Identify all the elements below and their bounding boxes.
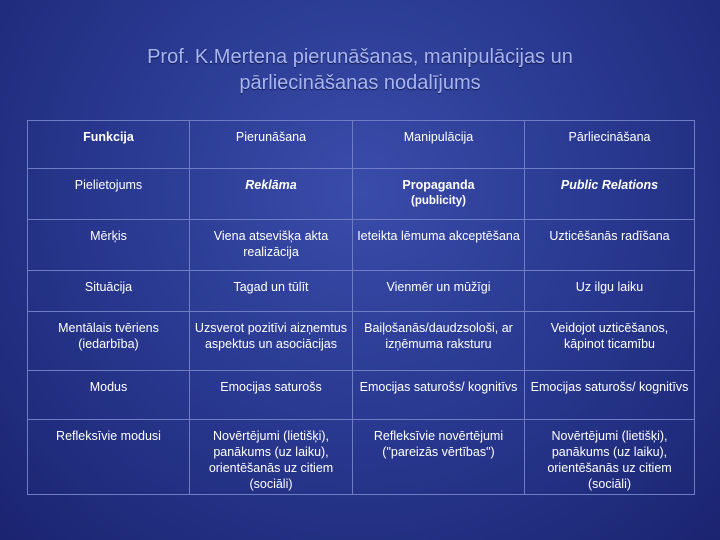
cell-sub-text: (publicity) xyxy=(411,195,466,207)
slide-title xyxy=(60,44,660,96)
table-cell: Baiļošanās/daudzsološi, ar izņēmuma raksturu xyxy=(353,312,525,371)
table-cell: Viena atsevišķa akta realizācija xyxy=(190,220,353,271)
row-label: Modus xyxy=(28,371,190,420)
header-cell-persuasion: Pierunāšana xyxy=(190,121,353,169)
header-cell-conviction: Pārliecināšana xyxy=(525,121,695,169)
table-row xyxy=(28,312,695,371)
comparison-table xyxy=(27,120,695,495)
table-row xyxy=(28,169,695,220)
header-cell-function: Funkcija xyxy=(28,121,190,169)
table-row xyxy=(28,271,695,312)
row-label: Pielietojums xyxy=(28,169,190,220)
table-row xyxy=(28,420,695,495)
table-cell: Uzsverot pozitīvi aizņemtus aspektus un asociācijas xyxy=(190,312,353,371)
table-cell: Ieteikta lēmuma akceptēšana xyxy=(353,220,525,271)
row-label: Mentālais tvēriens (iedarbība) xyxy=(28,312,190,371)
row-label: Refleksīvie modusi xyxy=(28,420,190,495)
table-cell: Novērtējumi (lietišķi), panākums (uz laiku), orientēšanās uz citiem (sociāli) xyxy=(190,420,353,495)
table-cell: Refleksīvie novērtējumi ("pareizās vērtības") xyxy=(353,420,525,495)
table-cell: Emocijas saturošs/ kognitīvs xyxy=(525,371,695,420)
table-cell: Uz ilgu laiku xyxy=(525,271,695,312)
table-header-row xyxy=(28,121,695,169)
table-cell: Vienmēr un mūžīgi xyxy=(353,271,525,312)
row-label: Situācija xyxy=(28,271,190,312)
table-cell: Uzticēšanās radīšana xyxy=(525,220,695,271)
row-label: Mērķis xyxy=(28,220,190,271)
header-cell-manipulation: Manipulācija xyxy=(353,121,525,169)
table-row xyxy=(28,220,695,271)
slide-title-line-1: Prof. K.Mertena pierunāšanas, manipulācijas un xyxy=(147,46,573,68)
table-cell xyxy=(353,169,525,220)
table-cell: Reklāma xyxy=(190,169,353,220)
table-row xyxy=(28,371,695,420)
table-cell: Novērtējumi (lietišķi), panākums (uz laiku), orientēšanās uz citiem (sociāli) xyxy=(525,420,695,495)
table-cell: Emocijas saturošs/ kognitīvs xyxy=(353,371,525,420)
table-cell: Public Relations xyxy=(525,169,695,220)
table-cell: Emocijas saturošs xyxy=(190,371,353,420)
table-cell: Veidojot uzticēšanos, kāpinot ticamību xyxy=(525,312,695,371)
slide-title-line-2: pārliecināšanas nodalījums xyxy=(239,72,481,94)
cell-main-text: Propaganda xyxy=(402,178,475,192)
table-cell: Tagad un tūlīt xyxy=(190,271,353,312)
